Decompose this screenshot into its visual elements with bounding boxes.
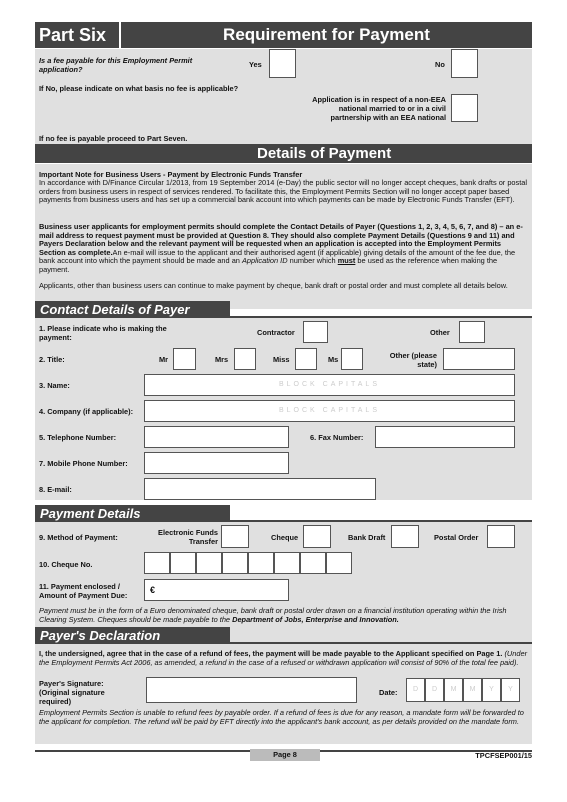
date-label: Date:	[379, 688, 398, 697]
payee-name: Department of Jobs, Enterprise and Innovation.	[232, 614, 399, 624]
page-number: Page 8	[250, 749, 320, 761]
bank-draft-checkbox[interactable]	[391, 525, 419, 548]
mr-checkbox[interactable]	[173, 348, 196, 370]
cheque-no-digit[interactable]	[222, 552, 248, 574]
declaration-section-title: Payer's Declaration	[35, 627, 230, 644]
business-users-para	[39, 223, 529, 274]
q10-label: 10. Cheque No.	[39, 560, 93, 569]
eft-label: Electronic Funds Transfer	[158, 528, 218, 546]
q9-label: 9. Method of Payment:	[39, 533, 118, 542]
bank-draft-label: Bank Draft	[348, 533, 386, 542]
fee-yes-checkbox[interactable]	[269, 49, 296, 78]
ms-checkbox[interactable]	[341, 348, 363, 370]
eft-note-title: Important Note for Business Users - Payment by Electronic Funds Transfer	[39, 170, 303, 179]
application-id-text: Application ID	[241, 256, 288, 265]
contact-section-title: Contact Details of Payer	[35, 301, 230, 318]
yes-label: Yes	[249, 60, 262, 69]
mobile-input[interactable]	[144, 452, 289, 474]
non-eea-label: Application is in respect of a non-EEA national married to or in a civil partnership with an EEA national	[312, 95, 446, 122]
q4-label: 4. Company (if applicable):	[39, 407, 134, 416]
business-users-rest-2: number which	[287, 256, 338, 265]
eft-note-body: In accordance with D/Finance Circular 1/2013, from 19 September 2014 (e-Day) the public sector will no longer accept cheques, bank drafts or postal orders from business users in respect of services rendered. To facilitate this, the Employment Permits Section will no longer accept paper based payments from business users and has set up a commercial bank account into which payments can be made by Electronic Funds Transfer (EFT).	[39, 178, 528, 204]
postal-order-checkbox[interactable]	[487, 525, 515, 548]
cheque-no-digit[interactable]	[196, 552, 222, 574]
q3-label: 3. Name:	[39, 381, 70, 390]
miss-checkbox[interactable]	[295, 348, 317, 370]
fee-no-checkbox[interactable]	[451, 49, 478, 78]
cheque-no-digit[interactable]	[248, 552, 274, 574]
q6-label: 6. Fax Number:	[310, 433, 364, 442]
date-digit-d2[interactable]: D	[425, 678, 444, 702]
amount-input[interactable]: €	[144, 579, 289, 601]
cheque-no-digit[interactable]	[274, 552, 300, 574]
q5-label: 5. Telephone Number:	[39, 433, 117, 442]
q2-label: 2. Title:	[39, 355, 65, 364]
cheque-no-digit[interactable]	[170, 552, 196, 574]
name-input[interactable]: BLOCK CAPITALS	[144, 374, 515, 396]
part-label: Part Six	[35, 22, 119, 48]
no-label: No	[435, 60, 445, 69]
other-title-label: Other (please state)	[389, 351, 437, 369]
postal-order-label: Postal Order	[434, 533, 479, 542]
non-eea-checkbox[interactable]	[451, 94, 478, 122]
mrs-label: Mrs	[215, 355, 229, 364]
fee-question: Is a fee payable for this Employment Permit application?	[39, 56, 193, 74]
cheque-checkbox[interactable]	[303, 525, 331, 548]
payment-section-title: Payment Details	[35, 505, 230, 522]
contractor-label: Contractor	[257, 328, 295, 337]
must-text: must	[337, 256, 356, 265]
declaration-bold: I, the undersigned, agree that in the case of a refund of fees, the payment will be made payable to the Applicant specified on Page 1.	[39, 649, 503, 658]
part-title: Requirement for Payment	[121, 22, 532, 48]
fax-input[interactable]	[375, 426, 515, 448]
payment-note-text: Payment must be in the form of a Euro denominated cheque, bank draft or postal order drawn on a financial institution operating within the Irish Clearing System. Cheques should be made payable to the	[39, 606, 507, 624]
date-digit-y1[interactable]: Y	[482, 678, 501, 702]
company-input[interactable]: BLOCK CAPITALS	[144, 400, 515, 422]
eft-checkbox[interactable]	[221, 525, 249, 548]
q11-label: 11. Payment enclosed / Amount of Payment Due:	[39, 582, 128, 600]
business-users-rest-3: be used as the reference when making the payment.	[39, 256, 498, 274]
date-digit-d1[interactable]: D	[406, 678, 425, 702]
other-payer-checkbox[interactable]	[459, 321, 485, 343]
date-digit-m1[interactable]: M	[444, 678, 463, 702]
refund-note: Employment Permits Section is unable to refund fees by payable order. If a refund of fees is due for any reason, a mandate form will be forwarded to the applicant for completion. The refund will be paid by EFT directly into the applicant's bank account, as per details provided on the mandate form.	[39, 708, 524, 726]
cheque-no-digit[interactable]	[326, 552, 352, 574]
cheque-no-digit[interactable]	[300, 552, 326, 574]
other-payer-label: Other	[430, 328, 450, 337]
q7-label: 7. Mobile Phone Number:	[39, 459, 128, 468]
telephone-input[interactable]	[144, 426, 289, 448]
signature-label: Payer's Signature: (Original signature required)	[39, 679, 105, 706]
date-digit-m2[interactable]: M	[463, 678, 482, 702]
contractor-checkbox[interactable]	[303, 321, 328, 343]
ms-label: Ms	[328, 355, 339, 364]
business-users-bold: Business user applicants for employment permits should complete the Contact Details of Payer (Questions 1, 2, 3, 4, 5, 6, 7, and 8) – an e-mail address to request payment must be provided at Question 8. They should also complete Payment Details (Questions 9 and 11) and Payers Declaration below and the relevant payment will be requested when an application is accepted into the Employment Permits Section as complete.	[39, 222, 523, 257]
email-input[interactable]	[144, 478, 376, 500]
signature-input[interactable]	[146, 677, 357, 703]
miss-label: Miss	[273, 355, 290, 364]
basis-question: If No, please indicate on what basis no fee is applicable?	[39, 84, 239, 93]
cheque-no-digit[interactable]	[144, 552, 170, 574]
date-digit-y2[interactable]: Y	[501, 678, 520, 702]
payment-note	[39, 607, 529, 624]
cheque-label: Cheque	[271, 533, 299, 542]
other-applicants-para: Applicants, other than business users can continue to make payment by cheque, bank draft or postal order and must complete all details below.	[39, 281, 508, 290]
q1-label: 1. Please indicate who is making the payment:	[39, 324, 167, 342]
declaration-text	[39, 650, 529, 667]
proceed-note: If no fee is payable proceed to Part Seven.	[39, 134, 188, 143]
mrs-checkbox[interactable]	[234, 348, 256, 370]
business-users-rest-1: An e-mail will issue to the applicant and their authorised agent (if applicable) giving details of the amount of the fee due, the bank account into which the payment should be made and an	[39, 247, 516, 265]
q8-label: 8. E-mail:	[39, 485, 72, 494]
form-code: TPCFSEP001/15	[475, 751, 532, 760]
details-title: Details of Payment	[35, 144, 532, 163]
mr-label: Mr	[159, 355, 169, 364]
other-title-input[interactable]	[443, 348, 515, 370]
declaration-italic: (Under the Employment Permits Act 2006, as amended, a refund in the case of a refused or withdrawn application will consist of 90% of the total fee paid).	[39, 649, 528, 667]
